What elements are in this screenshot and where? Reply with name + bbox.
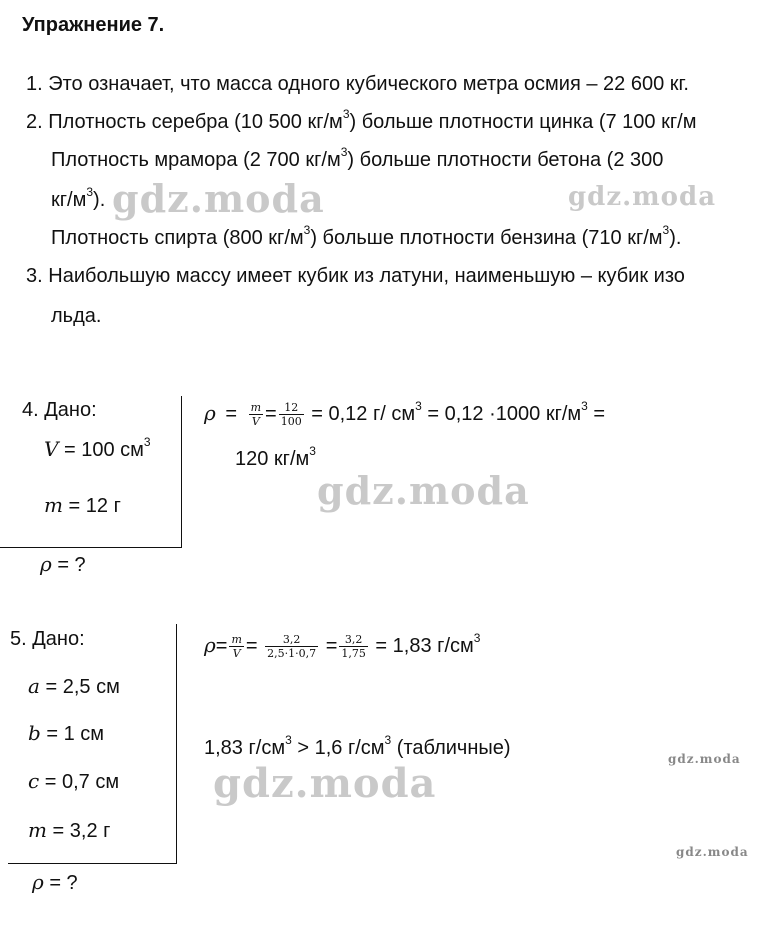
task-4-divider-horizontal [0, 547, 182, 548]
numerator: 12 [279, 401, 304, 415]
watermark: gdz.moda [668, 752, 741, 766]
fraction-12-over-100 [279, 401, 304, 428]
value: = 3,2 г [46, 820, 111, 842]
task-4-given-mass [44, 493, 121, 518]
watermark: gdz.moda [112, 176, 325, 221]
superscript: 3 [342, 107, 350, 122]
symbol: ρ [32, 870, 44, 894]
symbol: b [28, 721, 41, 745]
value: = ? [51, 554, 86, 576]
numerator: m [250, 401, 262, 415]
superscript: 3 [340, 145, 348, 160]
item-2-number: 2. [26, 111, 43, 133]
item-2-text: ) больше плотности бензина (710 кг/м [310, 227, 663, 249]
watermark: gdz.moda [568, 182, 717, 212]
task-5-divider-vertical [176, 624, 177, 864]
superscript: 3 [285, 733, 292, 748]
numerator: 3,2 [265, 633, 318, 647]
superscript: 3 [415, 399, 422, 414]
result-text: = 1,83 г/см [369, 635, 474, 657]
symbol: m [44, 493, 63, 517]
task-5-given-b [28, 721, 104, 746]
equals: = [215, 635, 228, 657]
value: = 100 см [58, 439, 144, 461]
symbol: V [44, 437, 59, 461]
result-text: 1,83 г/см [204, 737, 286, 759]
task-4-solution [204, 396, 605, 431]
item-1 [26, 72, 689, 96]
greater-than: > [291, 737, 315, 759]
value: = 0,7 см [39, 771, 120, 793]
item-2-text: Плотность серебра (10 500 кг/м [48, 111, 343, 133]
numerator: 3,2 [339, 633, 368, 647]
watermark: gdz.moda [317, 468, 530, 513]
item-2-text: кг/м [51, 189, 87, 211]
numerator: m [231, 633, 242, 647]
result-text: = 0,12 ·1000 кг/м [421, 403, 582, 425]
task-4-solution-line-2 [235, 444, 316, 471]
superscript: 3 [309, 444, 316, 459]
item-3-text: Наибольшую массу имеет кубик из латуни, наименьшую – кубик изо [48, 265, 685, 287]
item-2-text: ). [93, 189, 106, 211]
item-3-line-2: льда. [51, 305, 102, 327]
task-5-comparison [204, 733, 511, 760]
denominator: V [251, 415, 260, 429]
item-2-line-4 [51, 223, 682, 250]
exercise-title: Упражнение 7. [22, 14, 165, 36]
fraction-m-over-v [249, 401, 263, 428]
superscript: 3 [581, 399, 588, 414]
task-5-label: 5. Дано: [10, 628, 85, 650]
task-5-unknown [32, 870, 78, 895]
symbol: c [28, 769, 40, 793]
equals: = [245, 635, 258, 657]
equals: = [265, 403, 277, 425]
item-2-line-2 [51, 145, 664, 172]
task-5-divider-horizontal [8, 863, 177, 864]
task-4-label: 4. Дано: [22, 399, 97, 421]
denominator: 100 [280, 415, 302, 429]
equals: = [325, 635, 338, 657]
result-text: 120 кг/м [235, 448, 310, 470]
item-2-text: ). [669, 227, 682, 249]
watermark: gdz.moda [676, 845, 749, 859]
denominator: 2,5·1·0,7 [267, 647, 317, 661]
superscript: 3 [473, 631, 481, 646]
item-2-line-3 [51, 185, 106, 212]
equals: = [225, 403, 238, 425]
item-2-text: Плотность спирта (800 кг/м [51, 227, 304, 249]
watermark: gdz.moda [213, 760, 437, 807]
denominator: V [232, 647, 241, 661]
item-2-line-1 [26, 107, 697, 134]
superscript: 3 [143, 435, 151, 450]
fraction-3-2-over-product [265, 633, 318, 660]
rho-symbol: ρ [204, 401, 216, 425]
task-5-given-a [28, 674, 120, 699]
symbol: m [28, 818, 47, 842]
superscript: 3 [662, 223, 670, 238]
result-text: 1,6 г/см [314, 737, 385, 759]
item-1-number: 1. [26, 73, 43, 95]
value: = ? [43, 872, 78, 894]
value: = 12 г [62, 495, 121, 517]
result-text: (табличные) [391, 737, 511, 759]
task-4-given-volume [44, 437, 151, 462]
item-3-line-1 [26, 264, 685, 288]
task-5-solution [204, 626, 480, 665]
task-5-given-m [28, 818, 110, 843]
denominator: 1,75 [341, 647, 366, 661]
item-2-text: Плотность мрамора (2 700 кг/м [51, 149, 341, 171]
superscript: 3 [86, 185, 94, 200]
task-4-divider-vertical [181, 396, 182, 548]
superscript: 3 [303, 223, 311, 238]
symbol: ρ [40, 552, 52, 576]
item-2-text: ) больше плотности бетона (2 300 [347, 149, 664, 171]
symbol: a [28, 674, 40, 698]
task-4-unknown [40, 552, 86, 577]
value: = 1 см [40, 723, 105, 745]
fraction-m-over-v [229, 633, 243, 660]
result-text: = 0,12 г/ см [305, 403, 416, 425]
rho-symbol: ρ [204, 633, 216, 657]
item-1-text: Это означает, что масса одного кубического метра осмия – 22 600 кг. [48, 73, 689, 95]
fraction-3-2-over-1-75 [339, 633, 368, 660]
task-5-given-c [28, 769, 119, 794]
item-3-number: 3. [26, 265, 43, 287]
result-text: = [587, 403, 606, 425]
item-2-text: ) больше плотности цинка (7 100 кг/м [349, 111, 697, 133]
superscript: 3 [384, 733, 392, 748]
value: = 2,5 см [39, 676, 120, 698]
